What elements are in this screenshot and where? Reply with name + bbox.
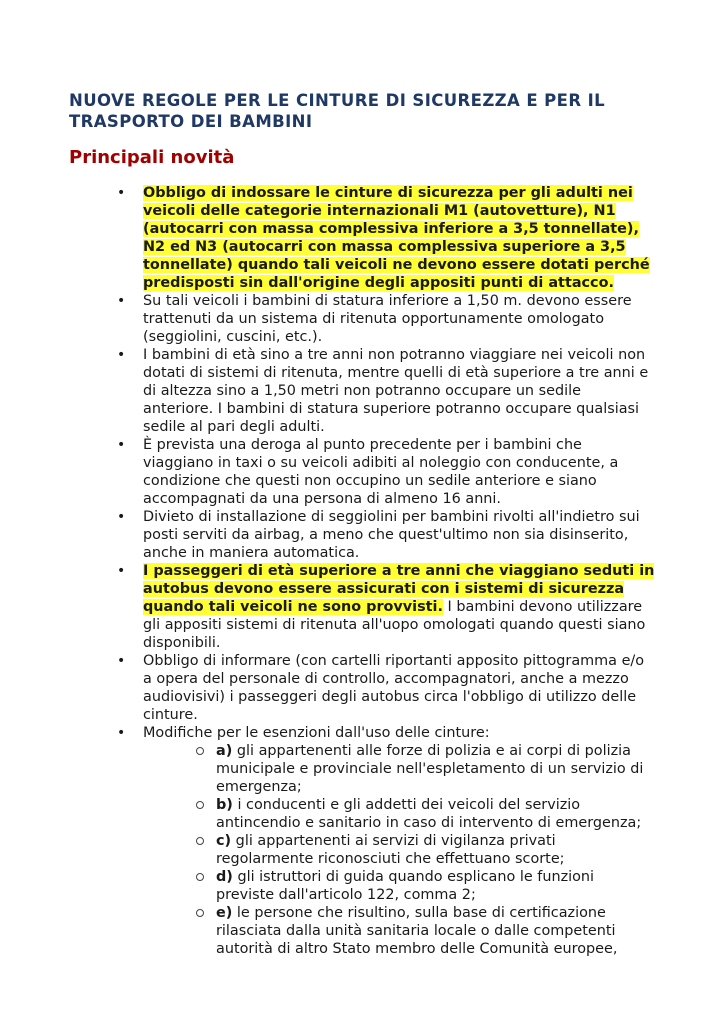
item-text: I bambini devono utilizzare gli appositi sistemi di ritenuta all'uopo omologati quando questi siano disponibili. (143, 599, 646, 651)
item-text: Divieto di installazione di seggiolini per bambini rivolti all'indietro sui posti serviti da airbag, a meno che quest'ultimo non sia disinserito, anche in maniera automatica. (143, 509, 640, 561)
list-item (117, 508, 655, 562)
item-text: Obbligo di informare (con cartelli riportanti apposito pittogramma e/o a opera del personale di controllo, accompagnatori, anche a mezzo audiovisivi) i passeggeri degli autobus circa l'obbligo di utilizzo delle cinture. (143, 653, 645, 723)
bullet-icon: • (117, 293, 126, 309)
bullet-icon: • (117, 185, 126, 201)
highlighted-text: Obbligo di indossare le cinture di sicurezza per gli adulti nei veicoli delle categorie internazionali M1 (autovetture), N1 (autocarri con massa complessiva inferiore a 3,5 tonnellate), N2 ed N3 (autocarri con massa complessiva superiore a 3,5 tonnellate) quando tali veicoli ne devono essere dotati perché predisposti sin dall'origine degli appositi punti di attacco. (143, 185, 650, 291)
sub-list-item (216, 832, 656, 868)
list-item (117, 184, 655, 292)
bullet-icon: • (117, 725, 126, 741)
item-text: I bambini di età sino a tre anni non potranno viaggiare nei veicoli non dotati di sistemi di ritenuta, mentre quelli di età superiore a tre anni e di altezza sino a 1,50 metri non potranno occupare un sedile anteriore. I bambini di statura superiore potranno occupare qualsiasi sedile al pari degli adulti. (143, 347, 649, 435)
item-text: È prevista una deroga al punto precedente per i bambini che viaggiano in taxi o su veicoli adibiti al noleggio con conducente, a condizione che questi non occupino un sedile anteriore e siano accompagnati da una persona di almeno 16 anni. (143, 437, 619, 507)
bullet-icon: • (117, 437, 126, 453)
document-title: NUOVE REGOLE PER LE CINTURE DI SICUREZZA E PER IL TRASPORTO DEI BAMBINI (69, 91, 606, 131)
sub-item-text: gli appartenenti alle forze di polizia e ai corpi di polizia municipale e provinciale nell'espletamento di un servizio di emergenza; (216, 743, 644, 795)
circle-bullet-icon (196, 873, 204, 881)
sub-list-item (216, 868, 656, 904)
sub-item-text: i conducenti e gli addetti dei veicoli del servizio antincendio e sanitario in caso di intervento di emergenza; (216, 797, 642, 831)
list-item (117, 724, 655, 958)
sub-list-item (216, 904, 656, 958)
sub-item-letter: a) (216, 743, 233, 759)
list-item (117, 652, 655, 724)
sub-item-letter: b) (216, 797, 233, 813)
sub-item-text: le persone che risultino, sulla base di certificazione rilasciata dalla unità sanitaria locale o dalle competenti autorità di altro Stato membro delle Comunità europee, (216, 905, 618, 957)
circle-bullet-icon (196, 837, 204, 845)
sub-item-text: gli appartenenti ai servizi di vigilanza privati regolarmente riconosciuti che effettuano scorte; (216, 833, 565, 867)
sub-item-letter: c) (216, 833, 232, 849)
item-text: Su tali veicoli i bambini di statura inferiore a 1,50 m. devono essere trattenuti da un sistema di ritenuta opportunamente omologato (seggiolini, cuscini, etc.). (143, 293, 632, 345)
sub-item-text: gli istruttori di guida quando esplicano le funzioni previste dall'articolo 122, comma 2; (216, 869, 595, 903)
main-list (0, 184, 724, 958)
section-heading: Principali novità (69, 147, 235, 168)
sub-list-item (216, 742, 656, 796)
sub-list-item (216, 796, 656, 832)
list-item (117, 436, 655, 508)
bullet-icon: • (117, 509, 126, 525)
list-item (117, 346, 655, 436)
bullet-icon: • (117, 653, 126, 669)
item-text: Modifiche per le esenzioni dall'uso delle cinture: (143, 725, 490, 741)
sub-list (143, 742, 655, 958)
sub-item-letter: d) (216, 869, 233, 885)
sub-item-letter: e) (216, 905, 233, 921)
list-item (117, 562, 655, 652)
list-item (117, 292, 655, 346)
circle-bullet-icon (196, 909, 204, 917)
circle-bullet-icon (196, 801, 204, 809)
highlighted-text: I passeggeri di età superiore a tre anni che viaggiano seduti in autobus devono essere assicurati con i sistemi di sicurezza quando tali veicoli ne sono provvisti. (143, 563, 655, 615)
bullet-icon: • (117, 563, 126, 579)
bullet-icon: • (117, 347, 126, 363)
circle-bullet-icon (196, 747, 204, 755)
